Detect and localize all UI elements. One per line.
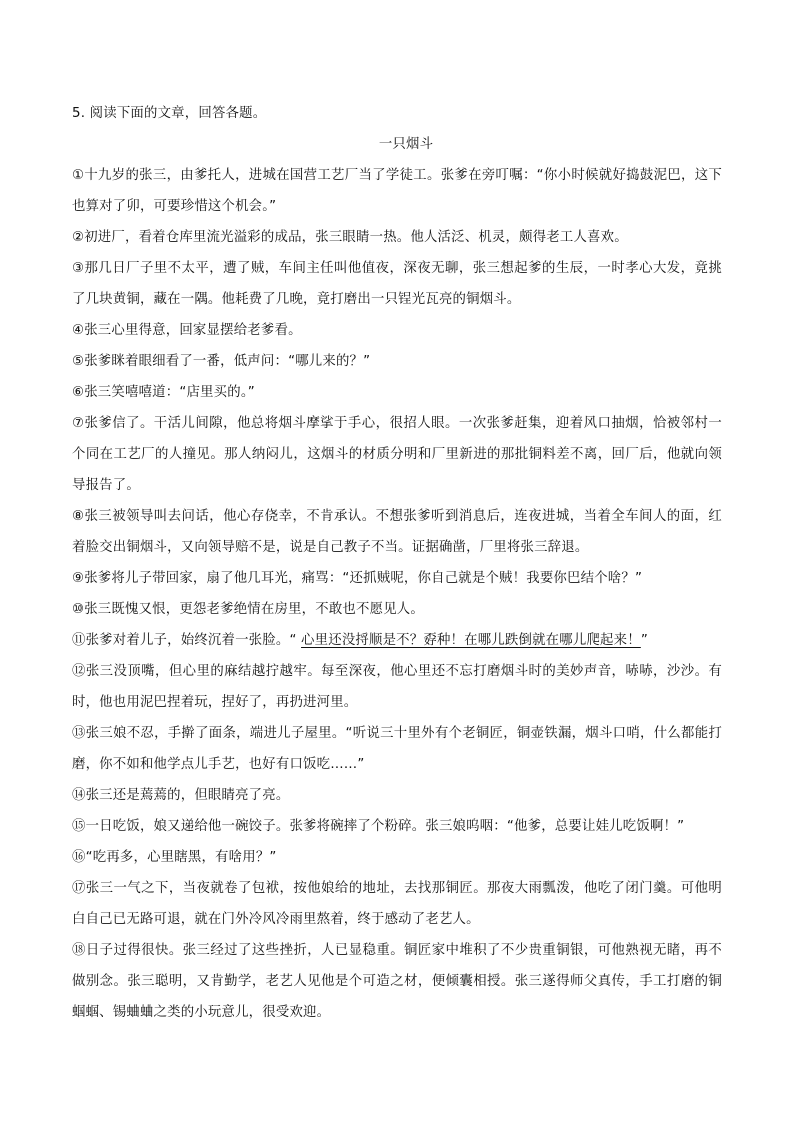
paragraph-13: ⑬张三娘不忍，手擀了面条，端进儿子屋里。“听说三十里外有个老铜匠，铜壶铁漏，烟斗口哨，什么都能打磨，你不如和他学点儿手艺，也好有口饭吃……” — [72, 726, 722, 772]
paragraph-8: ⑧张三被领导叫去问话，他心存侥幸，不肯承认。不想张爹听到消息后，连夜进城，当着全车间人的面，红着脸交出铜烟斗，又向领导赔不是，说是自己教子不当。证据确凿，厂里将张三辞退。 — [72, 509, 722, 555]
paragraph-6: ⑥张三笑嘻嘻道：“店里买的。” — [72, 385, 255, 400]
paragraph-14: ⑭张三还是蔫蔫的，但眼睛亮了亮。 — [72, 788, 290, 803]
paragraph-4: ④张三心里得意，回家显摆给老爹看。 — [72, 323, 302, 338]
underlined-quote: 心里还没捋顺是不？孬种！在哪儿跌倒就在哪儿爬起来！ — [301, 633, 641, 648]
paragraph-3: ③那几日厂子里不太平，遭了贼，车间主任叫他值夜，深夜无聊，张三想起爹的生辰，一时孝心大发，竟挑了几块黄铜，藏在一隅。他耗费了几晚，竟打磨出一只锃光瓦亮的铜烟斗。 — [72, 261, 722, 307]
paragraph-11-prefix: ⑪张爹对着儿子，始终沉着一张脸。“ — [72, 633, 302, 648]
paragraph-2: ②初进厂，看着仓库里流光溢彩的成品，张三眼睛一热。他人活泛、机灵，颇得老工人喜欢。 — [72, 230, 628, 245]
question-label: 5. 阅读下面的文章，回答各题。 — [72, 106, 267, 121]
paragraph-16: ⑯“吃再多，心里瞎黑，有啥用？” — [72, 850, 277, 865]
paragraph-15: ⑮一日吃饭，娘又递给他一碗饺子。张爹将碗摔了个粉碎。张三娘呜咽：“他爹，总要让娃儿吃饭啊！” — [72, 819, 685, 834]
paragraph-17: ⑰张三一气之下，当夜就卷了包袱，按他娘给的地址，去找那铜匠。那夜大雨瓢泼，他吃了闭门羹。可他明白自己已无路可退，就在门外冷风冷雨里熬着，终于感动了老艺人。 — [72, 881, 722, 927]
paragraph-11 — [72, 625, 722, 656]
paragraph-18: ⑱日子过得很快。张三经过了这些挫折，人已显稳重。铜匠家中堆积了不少贵重铜银，可他熟视无睹，再不做别念。张三聪明，又肯勤学，老艺人见他是个可造之材，便倾囊相授。张三遂得师父真传，手工打磨的铜蝈蝈、锡蛐蛐之类的小玩意儿，很受欢迎。 — [72, 943, 722, 1020]
paragraph-10: ⑩张三既愧又恨，更怨老爹绝情在房里，不敢也不愿见人。 — [72, 602, 424, 617]
paragraph-1: ①十九岁的张三，由爹托人，进城在国营工艺厂当了学徒工。张爹在旁叮嘱：“你小时候就好捣鼓泥巴，这下也算对了卯，可要珍惜这个机会。” — [72, 168, 722, 214]
paragraph-11-suffix: ” — [640, 633, 648, 648]
paragraph-7: ⑦张爹信了。干活儿间隙，他总将烟斗摩挲于手心，很招人眼。一次张爹赶集，迎着风口抽烟，恰被邻村一个同在工艺厂的人撞见。那人纳闷儿，这烟斗的材质分明和厂里新进的那批铜料差不离，回厂后，他就向领导报告了。 — [72, 416, 722, 493]
document-page — [72, 98, 722, 1028]
paragraph-12: ⑫张三没顶嘴，但心里的麻结越拧越牢。每至深夜，他心里还不忘打磨烟斗时的美妙声音，哧哧，沙沙。有时，他也用泥巴捏着玩，捏好了，再扔进河里。 — [72, 664, 722, 710]
paragraph-9: ⑨张爹将儿子带回家，扇了他几耳光，痛骂：“还抓贼呢，你自己就是个贼！我要你巴结个啥？” — [72, 571, 643, 586]
paragraph-5: ⑤张爹眯着眼细看了一番，低声问：“哪儿来的？” — [72, 354, 371, 369]
article-title: 一只烟斗 — [378, 137, 434, 152]
